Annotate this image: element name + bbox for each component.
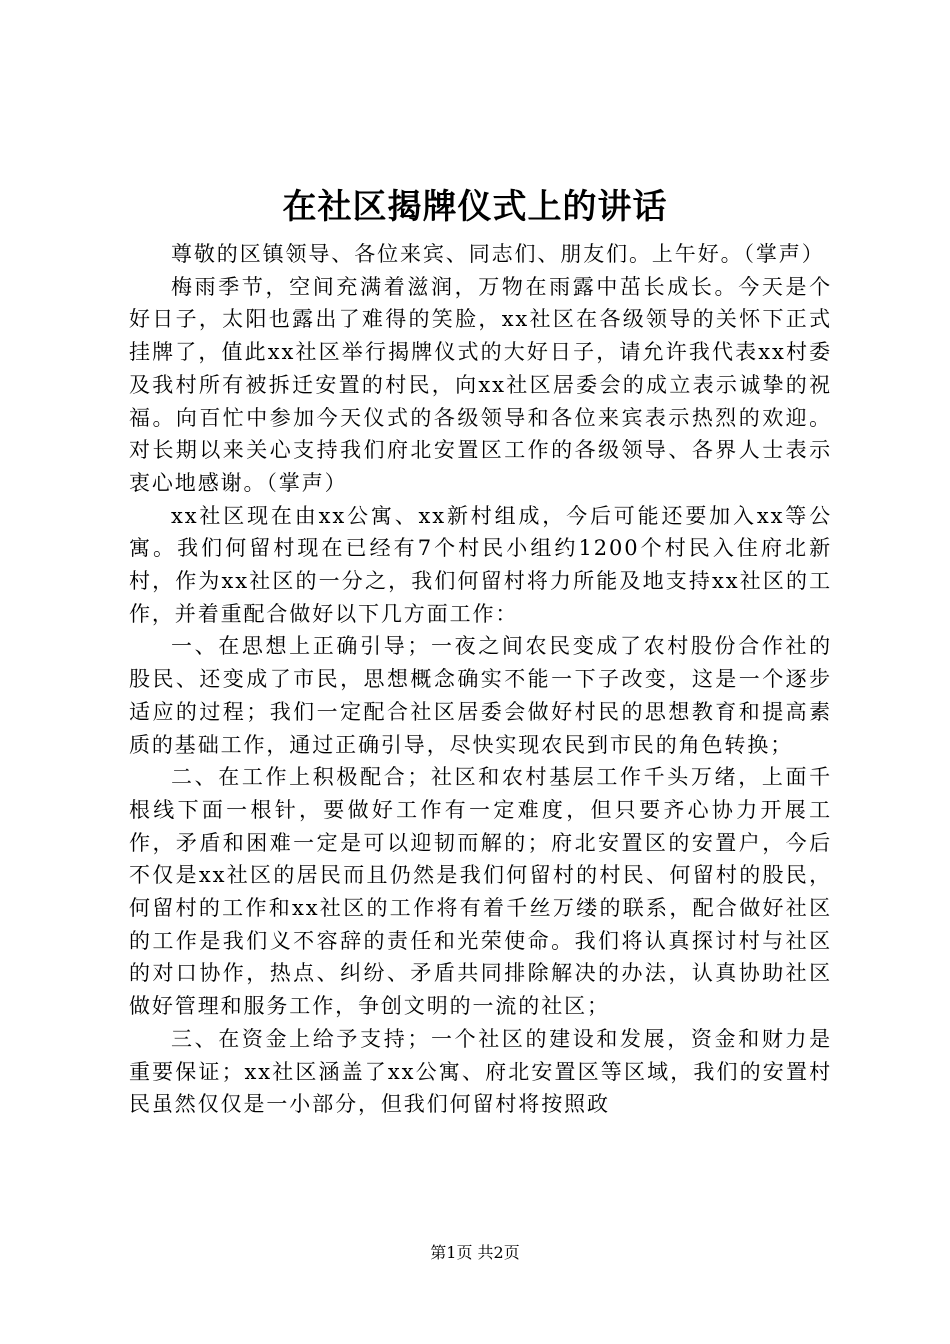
paragraph-point-three: 三、在资金上给予支持；一个社区的建设和发展，资金和财力是重要保证；xx社区涵盖了xx公寓、府北安置区等区域，我们的安置村民虽然仅仅是一小部分，但我们何留村将按照政: [129, 1026, 832, 1117]
paragraph-point-one: 一、在思想上正确引导；一夜之间农民变成了农村股份合作社的股民、还变成了市民，思想概念确实不能一下子改变，这是一个逐步适应的过程；我们一定配合社区居委会做好村民的思想教育和提高素质的基础工作，通过正确引导，尽快实现农民到市民的角色转换；: [129, 634, 832, 757]
paragraph-community-intro: xx社区现在由xx公寓、xx新村组成，今后可能还要加入xx等公寓。我们何留村现在已经有7个村民小组约1200个村民入住府北新村，作为xx社区的一分之，我们何留村将力所能及地支持xx社区的工作，并着重配合做好以下几方面工作：: [129, 503, 832, 626]
page-number: 第1页 共2页: [430, 1243, 520, 1262]
paragraph-opening: 梅雨季节，空间充满着滋润，万物在雨露中茁长成长。今天是个好日子，太阳也露出了难得的笑脸，xx社区在各级领导的关怀下正式挂牌了，值此xx社区举行揭牌仪式的大好日子，请允许我代表xx村委及我村所有被拆迁安置的村民，向xx社区居委会的成立表示诚挚的祝福。向百忙中参加今天仪式的各级领导和各位来宾表示热烈的欢迎。对长期以来关心支持我们府北安置区工作的各级领导、各界人士表示衷心地感谢。（掌声）: [129, 274, 832, 495]
document-body: [129, 238, 832, 1121]
paragraph-point-two: 二、在工作上积极配合；社区和农村基层工作千头万绪，上面千根线下面一根针，要做好工作有一定难度，但只要齐心协力开展工作，矛盾和困难一定是可以迎韧而解的；府北安置区的安置户，今后不仅是xx社区的居民而且仍然是我们何留村的村民、何留村的股民，何留村的工作和xx社区的工作将有着千丝万缕的联系，配合做好社区的工作是我们义不容辞的责任和光荣使命。我们将认真探讨村与社区的对口协作，热点、纠纷、矛盾共同排除解决的办法，认真协助社区做好管理和服务工作，争创文明的一流的社区；: [129, 765, 832, 1019]
paragraph-greeting: 尊敬的区镇领导、各位来宾、同志们、朋友们。上午好。（掌声）: [171, 242, 825, 266]
document-title: 在社区揭牌仪式上的讲话: [282, 187, 668, 227]
